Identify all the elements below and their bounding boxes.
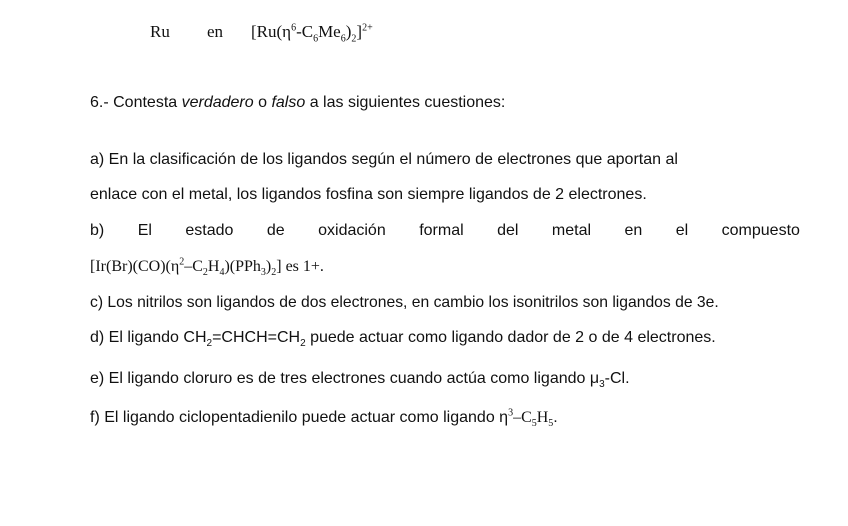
item-a-line2: enlace con el metal, los ligandos fosfina son siempre ligandos de 2 electrones. xyxy=(90,186,647,203)
header-formula: $[Ru(\eta^6-C_6Me_6)_2]^{2+}$ xyxy=(251,22,373,45)
header-metal: Ru xyxy=(150,22,170,41)
item-a-line1: a) En la clasificación de los ligandos según el número de electrones que aportan al xyxy=(90,151,678,168)
question-heading: 6.- Contesta verdadero o falso a las siguientes cuestiones: xyxy=(90,94,506,111)
item-c: c) Los nitrilos son ligandos de dos electrones, en cambio los isonitrilos son ligandos de 3e. xyxy=(90,294,719,311)
item-f: f) El ligando ciclopentadienilo puede actuar como ligando $\eta^3-C_5H_5$. xyxy=(90,407,558,430)
header-connector: en xyxy=(207,22,224,41)
item-d: d) El ligando $CH_2=CHCH=CH_2$ puede actuar como ligando dador de 2 o de 4 electrones. xyxy=(90,329,716,350)
item-b-line1: b) El estado de oxidación formal del metal en el compuesto xyxy=(90,222,800,239)
item-e: e) El ligando cloruro es de tres electrones cuando actúa como ligando $\mu_3-Cl$. xyxy=(90,370,630,391)
item-b-formula: $[Ir(Br)(CO)(\eta^2-C_2H_4)(PPh_3)_2]$ es 1+. xyxy=(90,256,324,279)
